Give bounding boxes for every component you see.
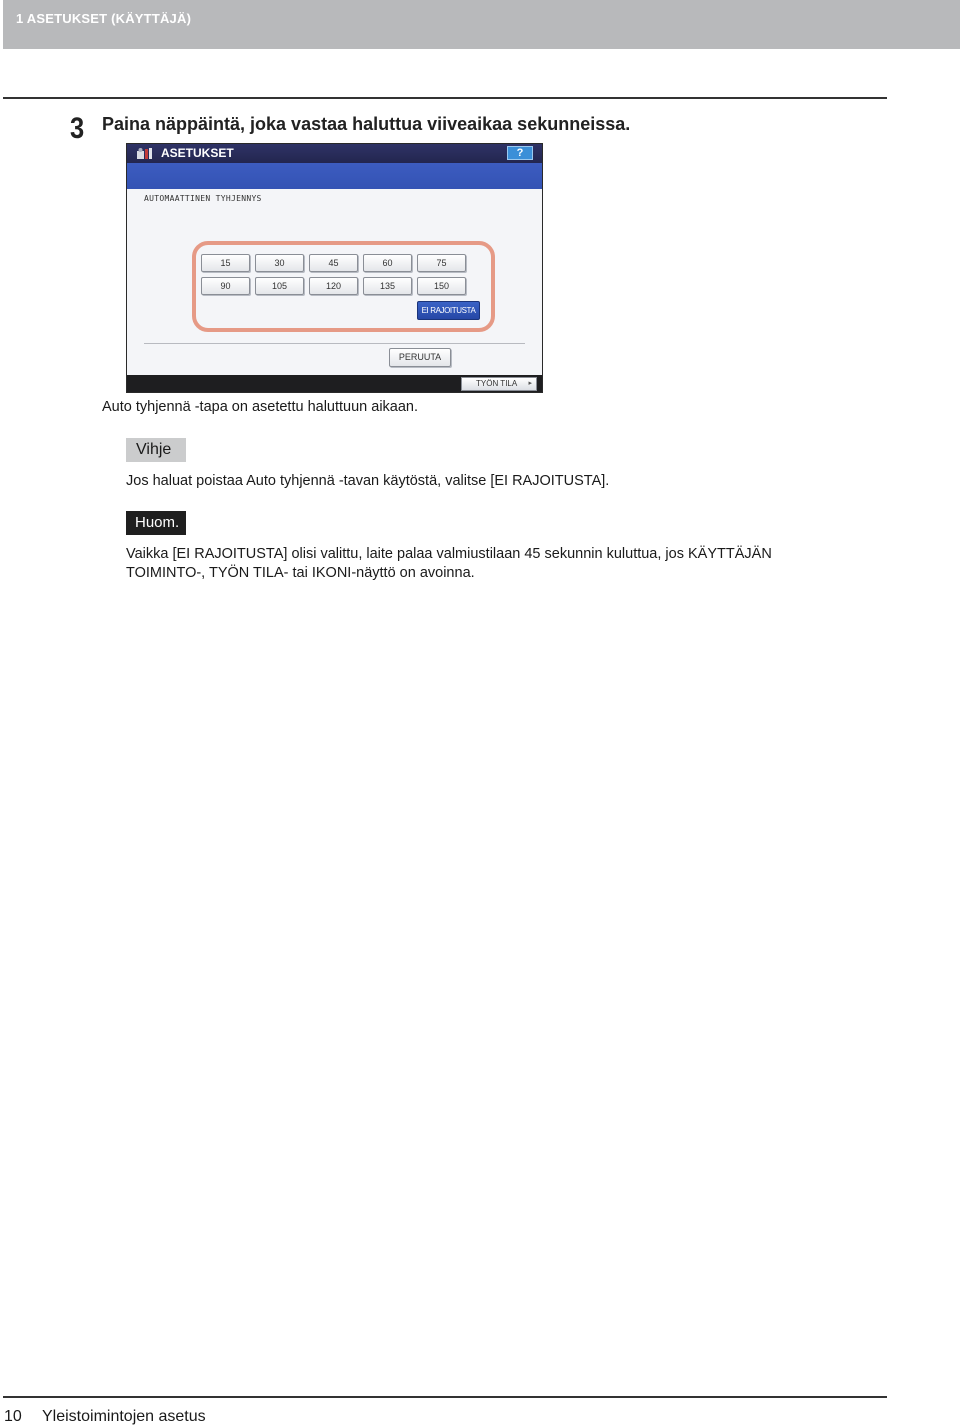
time-button-90[interactable]: 90 [201, 277, 250, 295]
time-button-60[interactable]: 60 [363, 254, 412, 272]
step-number: 3 [70, 112, 85, 145]
time-button-135[interactable]: 135 [363, 277, 412, 295]
tip-text: Jos haluat poistaa Auto tyhjennä -tavan käytöstä, valitse [EI RAJOITUSTA]. [126, 473, 610, 489]
help-button[interactable]: ? [507, 146, 533, 160]
job-status-button[interactable] [461, 377, 537, 391]
settings-tools-icon [136, 147, 154, 160]
section-header-bar [3, 0, 960, 49]
note-badge: Huom. [126, 511, 186, 535]
footer-title: Yleistoimintojen asetus [42, 1408, 206, 1425]
time-button-45[interactable]: 45 [309, 254, 358, 272]
device-header-band [127, 163, 542, 189]
device-divider [144, 343, 525, 344]
time-button-150[interactable]: 150 [417, 277, 466, 295]
device-screenshot [126, 143, 543, 393]
auto-clear-section-label: AUTOMAATTINEN TYHJENNYS [144, 194, 262, 203]
result-text: Auto tyhjennä -tapa on asetettu haluttuun aikaan. [102, 399, 419, 415]
cancel-button[interactable]: PERUUTA [389, 348, 451, 367]
device-title-bar [127, 144, 542, 163]
device-screen-title: ASETUKSET [161, 146, 234, 160]
time-button-75[interactable]: 75 [417, 254, 466, 272]
time-button-105[interactable]: 105 [255, 277, 304, 295]
job-status-label: TYÖN TILA [476, 379, 518, 388]
section-header-title: 1 ASETUKSET (KÄYTTÄJÄ) [16, 11, 192, 26]
time-button-30[interactable]: 30 [255, 254, 304, 272]
note-text-line-1: Vaikka [EI RAJOITUSTA] olisi valittu, laite palaa valmiustilaan 45 sekunnin kuluttua, jos KÄYTTÄJÄN [126, 546, 772, 562]
step-instruction: Paina näppäintä, joka vastaa haluttua viiveaikaa sekunneissa. [102, 114, 631, 134]
top-divider [3, 97, 887, 99]
time-button-120[interactable]: 120 [309, 277, 358, 295]
tip-badge: Vihje [126, 438, 186, 462]
arrow-right-icon: ▸ [528, 380, 532, 387]
no-limit-button[interactable]: EI RAJOITUSTA [417, 301, 480, 320]
time-button-15[interactable]: 15 [201, 254, 250, 272]
bottom-divider [3, 1396, 887, 1398]
page-number: 10 [4, 1408, 22, 1425]
note-text-line-2: TOIMINTO-, TYÖN TILA- tai IKONI-näyttö on avoinna. [126, 565, 475, 581]
